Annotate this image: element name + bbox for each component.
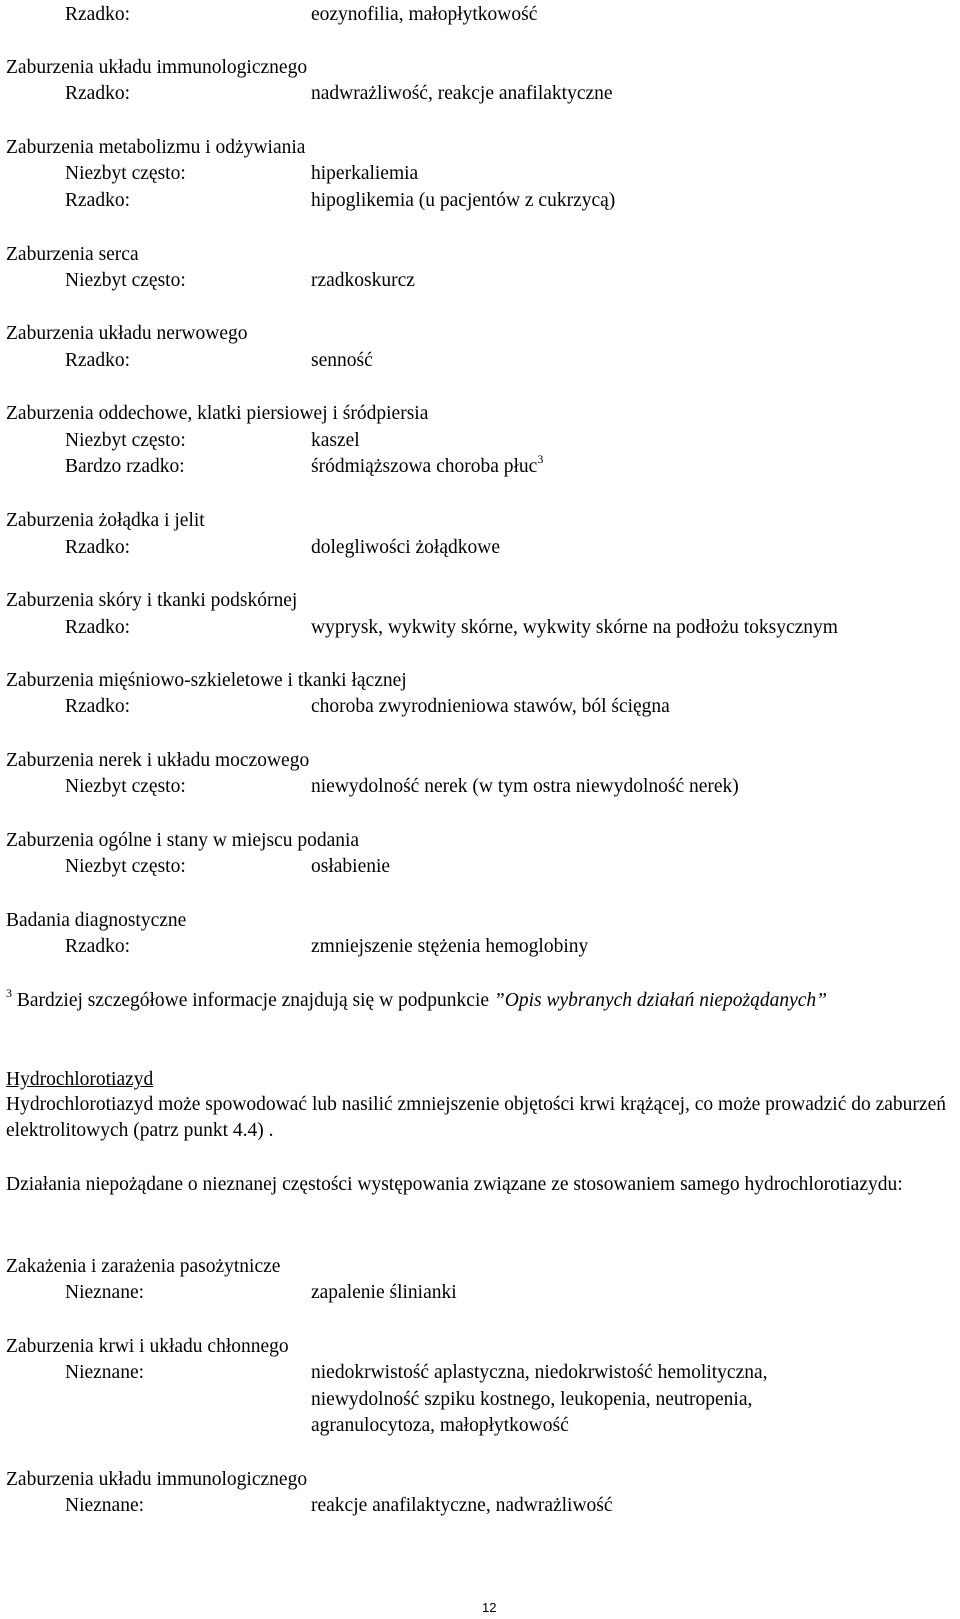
organ-class-heading: Zakażenia i zarażenia pasożytnicze bbox=[6, 1256, 281, 1277]
footnote-ref: 3 bbox=[537, 452, 544, 466]
section-title: Hydrochlorotiazyd bbox=[6, 1069, 154, 1090]
frequency-label: Niezbyt często: bbox=[65, 430, 186, 451]
reaction-text bbox=[311, 452, 544, 477]
frequency-label: Niezbyt często: bbox=[65, 856, 186, 877]
frequency-label: Rzadko: bbox=[65, 696, 130, 717]
reaction-text: nadwrażliwość, reakcje anafilaktyczne bbox=[311, 83, 613, 104]
organ-class-heading: Badania diagnostyczne bbox=[6, 910, 187, 931]
organ-class-heading: Zaburzenia krwi i układu chłonnego bbox=[6, 1336, 289, 1357]
footnote bbox=[6, 988, 946, 1014]
organ-class-heading: Zaburzenia układu nerwowego bbox=[6, 323, 248, 344]
reaction-text: eozynofilia, małopłytkowość bbox=[311, 4, 538, 25]
reaction-text: wyprysk, wykwity skórne, wykwity skórne na podłożu toksycznym bbox=[311, 617, 838, 638]
frequency-label: Rzadko: bbox=[65, 537, 130, 558]
organ-class-heading: Zaburzenia żołądka i jelit bbox=[6, 510, 205, 531]
frequency-label: Niezbyt często: bbox=[65, 163, 186, 184]
frequency-label: Niezbyt często: bbox=[65, 270, 186, 291]
organ-class-heading: Zaburzenia serca bbox=[6, 244, 139, 265]
organ-class-heading: Zaburzenia mięśniowo-szkieletowe i tkanki łącznej bbox=[6, 670, 407, 691]
section-paragraph: Hydrochlorotiazyd może spowodować lub nasilić zmniejszenie objętości krwi krążącej, co może prowadzić do zaburzeń elektrolitowych (patrz punkt 4.4) . bbox=[6, 1094, 946, 1141]
organ-class-heading: Zaburzenia układu immunologicznego bbox=[6, 1469, 308, 1490]
frequency-label: Niezbyt często: bbox=[65, 776, 186, 797]
organ-class-heading: Zaburzenia nerek i układu moczowego bbox=[6, 750, 310, 771]
frequency-label: Rzadko: bbox=[65, 83, 130, 104]
frequency-label: Rzadko: bbox=[65, 617, 130, 638]
frequency-label: Rzadko: bbox=[65, 350, 130, 371]
reaction-text: hipoglikemia (u pacjentów z cukrzycą) bbox=[311, 190, 616, 211]
organ-class-heading: Zaburzenia układu immunologicznego bbox=[6, 57, 308, 78]
reaction-text: choroba zwyrodnieniowa stawów, ból ścięgna bbox=[311, 696, 670, 717]
reaction-text: reakcje anafilaktyczne, nadwrażliwość bbox=[311, 1495, 613, 1516]
frequency-label: Rzadko: bbox=[65, 936, 130, 957]
reaction-text: zmniejszenie stężenia hemoglobiny bbox=[311, 936, 589, 957]
frequency-label: Nieznane: bbox=[65, 1362, 145, 1383]
frequency-label: Nieznane: bbox=[65, 1282, 145, 1303]
reaction-text-line: niewydolność szpiku kostnego, leukopenia, neutropenia, bbox=[311, 1389, 753, 1410]
reaction-text: osłabienie bbox=[311, 856, 391, 877]
organ-class-heading: Zaburzenia metabolizmu i odżywiania bbox=[6, 137, 306, 158]
reaction-text: dolegliwości żołądkowe bbox=[311, 537, 500, 558]
organ-class-heading: Zaburzenia skóry i tkanki podskórnej bbox=[6, 590, 298, 611]
organ-class-heading: Zaburzenia oddechowe, klatki piersiowej i śródpiersia bbox=[6, 403, 429, 424]
organ-class-heading: Zaburzenia ogólne i stany w miejscu podania bbox=[6, 830, 360, 851]
footnote-mark: 3 bbox=[6, 986, 12, 1000]
reaction-text-line: niedokrwistość aplastyczna, niedokrwistość hemolityczna, bbox=[311, 1362, 768, 1383]
reaction-text: rzadkoskurcz bbox=[311, 270, 415, 291]
page-number: 12 bbox=[482, 1600, 497, 1615]
footnote-italic: ”Opis wybranych działań niepożądanych” bbox=[493, 990, 828, 1011]
frequency-label: Rzadko: bbox=[65, 190, 130, 211]
reaction-text: kaszel bbox=[311, 430, 360, 451]
frequency-label: Nieznane: bbox=[65, 1495, 145, 1516]
reaction-text-main: śródmiąższowa choroba płuc bbox=[311, 456, 538, 477]
section-intro: Działania niepożądane o nieznanej częstości występowania związane ze stosowaniem samego hydrochlorotiazydu: bbox=[6, 1174, 903, 1195]
footnote-text: Bardziej szczegółowe informacje znajdują się w podpunkcie bbox=[12, 990, 494, 1011]
reaction-text: hiperkaliemia bbox=[311, 163, 419, 184]
reaction-text: senność bbox=[311, 350, 373, 371]
reaction-text: niewydolność nerek (w tym ostra niewydolność nerek) bbox=[311, 776, 739, 797]
frequency-label: Bardzo rzadko: bbox=[65, 456, 185, 477]
reaction-text-line: agranulocytoza, małopłytkowość bbox=[311, 1415, 569, 1436]
frequency-label: Rzadko: bbox=[65, 4, 130, 25]
reaction-text: zapalenie ślinianki bbox=[311, 1282, 457, 1303]
